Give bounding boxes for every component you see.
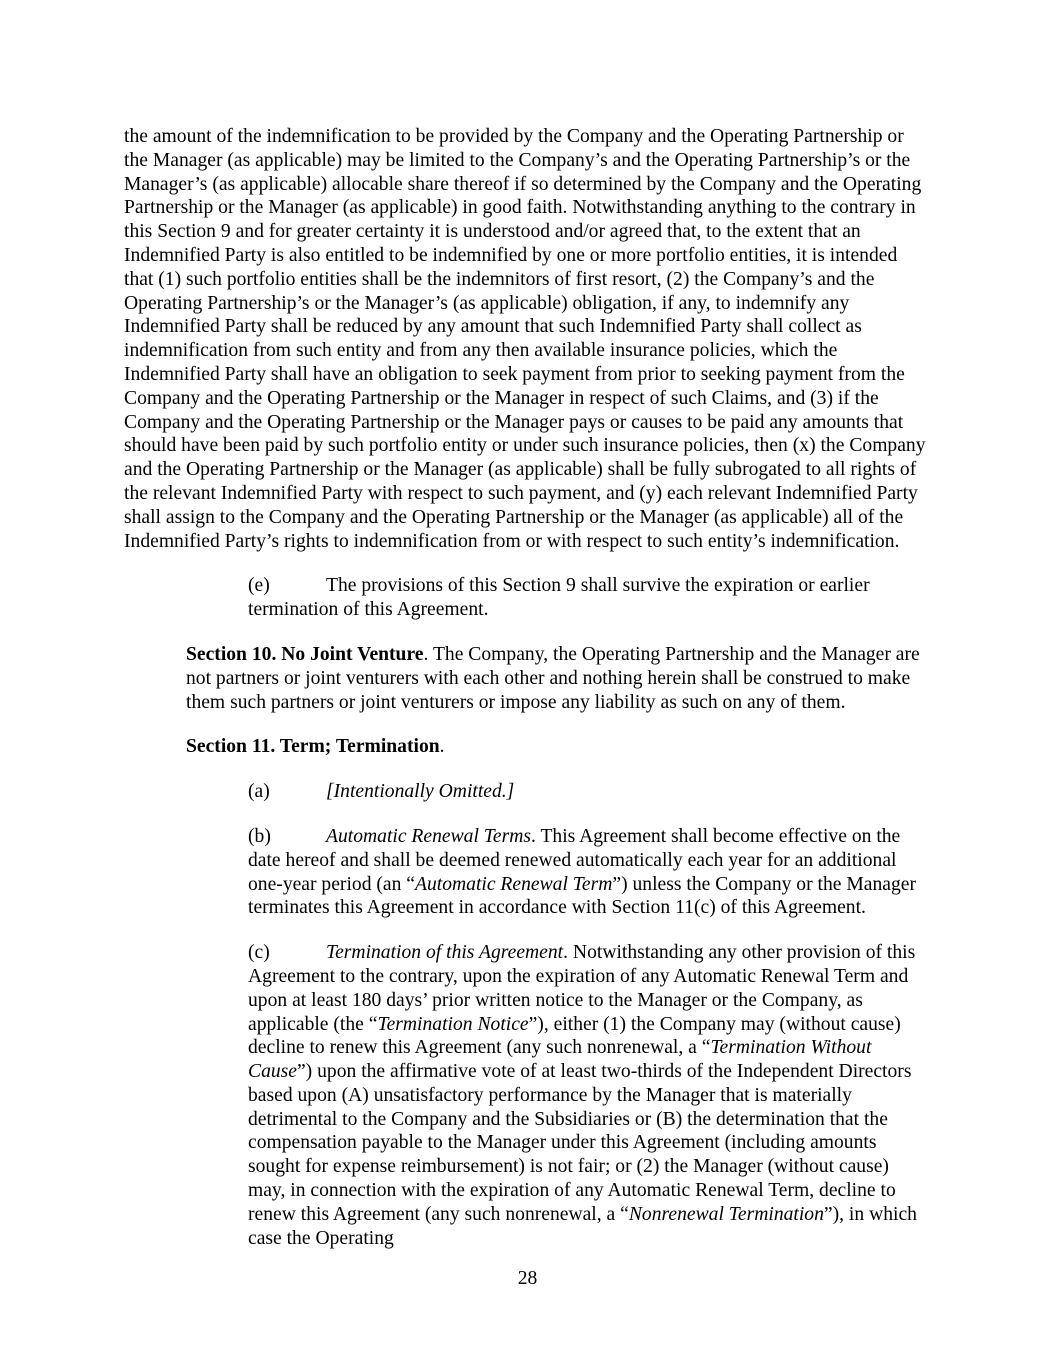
section-10-text: The Company, the Operating Partnership and the Manager are not partners or joint venturers with each other and nothing herein shall be construed to make them such partners or joint venturers or impose any liability as such on any of them. (186, 643, 920, 713)
section-11-a-text: [Intentionally Omitted.] (326, 781, 515, 803)
section-10 (124, 643, 930, 714)
section-11-c-term-3: Nonrenewal Termination (628, 1203, 824, 1225)
paragraph-e (124, 574, 930, 622)
section-11-c-term-1: Termination Notice (377, 1013, 529, 1035)
section-11-c-label: (c) (248, 942, 270, 964)
section-11-a-label: (a) (248, 781, 270, 803)
paragraph-d-continuation: the amount of the indemnification to be provided by the Company and the Operating Partnership or the Manager (as applicable) may be limited to the Company’s and the Operating Partnership’s or the Manager’s (as applicable) allocable share thereof if so determined by the Company and the Operating Partnership or the Manager (as applicable) in good faith. Notwithstanding anything to the contrary in this Section 9 and for greater certainty it is understood and/or agreed that, to the extent that an Indemnified Party is also entitled to be indemnified by one or more portfolio entities, it is intended that (1) such portfolio entities shall be the indemnitors of first resort, (2) the Company’s and the Operating Partnership’s or the Manager’s (as applicable) obligation, if any, to indemnify any Indemnified Party shall be reduced by any amount that such Indemnified Party shall collect as indemnification from such entity and from any then available insurance policies, which the Indemnified Party shall have an obligation to seek payment from prior to seeking payment from the Company and the Operating Partnership or the Manager in respect of such Claims, and (3) if the Company and the Operating Partnership or the Manager pays or causes to be paid any amounts that should have been paid by such portfolio entity or under such insurance policies, then (x) the Company and the Operating Partnership or the Manager (as applicable) shall be fully subrogated to all rights of the relevant Indemnified Party with respect to such payment, and (y) each relevant Indemnified Party shall assign to the Company and the Operating Partnership or the Manager (as applicable) all of the Indemnified Party’s rights to indemnification from or with respect to such entity’s indemnification. (124, 126, 926, 552)
section-11-c-text-4: ”), in which case the Operating (248, 1203, 917, 1249)
paragraph-e-text: The provisions of this Section 9 shall survive the expiration or earlier termination of this Agreement. (248, 575, 870, 621)
section-11-c-text-2: ”), either (1) the Company may (without cause) decline to renew this Agreement (any such nonrenewal, a “ (248, 1013, 901, 1059)
section-11-heading-punct: . (439, 736, 445, 758)
section-11-heading: Section 11. Term; Termination (186, 736, 440, 758)
section-11-heading-line (124, 735, 930, 759)
section-11-c-title: Termination of this Agreement (326, 942, 564, 964)
section-11-a (124, 780, 930, 804)
section-11-c-text-3: ”) upon the affirmative vote of at least two-thirds of the Independent Directors based upon (A) unsatisfactory performance by the Manager that is materially detrimental to the Company and the Subsidiaries or (B) the determination that the compensation payable to the Manager under this Agreement (including amounts sought for expense reimbursement) is not fair; or (2) the Manager (without cause) may, in connection with the expiration of any Automatic Renewal Term, decline to renew this Agreement (any such nonrenewal, a “ (248, 1061, 912, 1225)
section-11-b-label: (b) (248, 825, 271, 847)
section-11-c-text-1: . Notwithstanding any other provision of this Agreement to the contrary, upon the expiration of any Automatic Renewal Term and upon at least 180 days’ prior written notice to the Manager or the Company, as applicable (the “ (248, 942, 916, 1035)
section-10-heading: Section 10. No Joint Venture (186, 643, 424, 665)
document-page (124, 125, 930, 1250)
section-11-b (124, 825, 930, 920)
section-11-b-text-2: ”) unless the Company or the Manager terminates this Agreement in accordance with Section 11(c) of this Agreement. (248, 873, 916, 919)
section-10-heading-punct: . (423, 643, 429, 665)
section-11-c-term-2: Termination Without Cause (248, 1037, 872, 1083)
page-number: 28 (517, 1268, 538, 1289)
paragraph-e-label: (e) (248, 575, 270, 597)
section-11-b-text-1: . This Agreement shall become effective on the date hereof and shall be deemed renewed automatically each year for an additional one-year period (an “ (248, 825, 901, 895)
section-11-c (124, 941, 930, 1250)
section-11-b-title: Automatic Renewal Terms (326, 825, 531, 847)
section-11-b-defined-term: Automatic Renewal Term (415, 873, 613, 895)
